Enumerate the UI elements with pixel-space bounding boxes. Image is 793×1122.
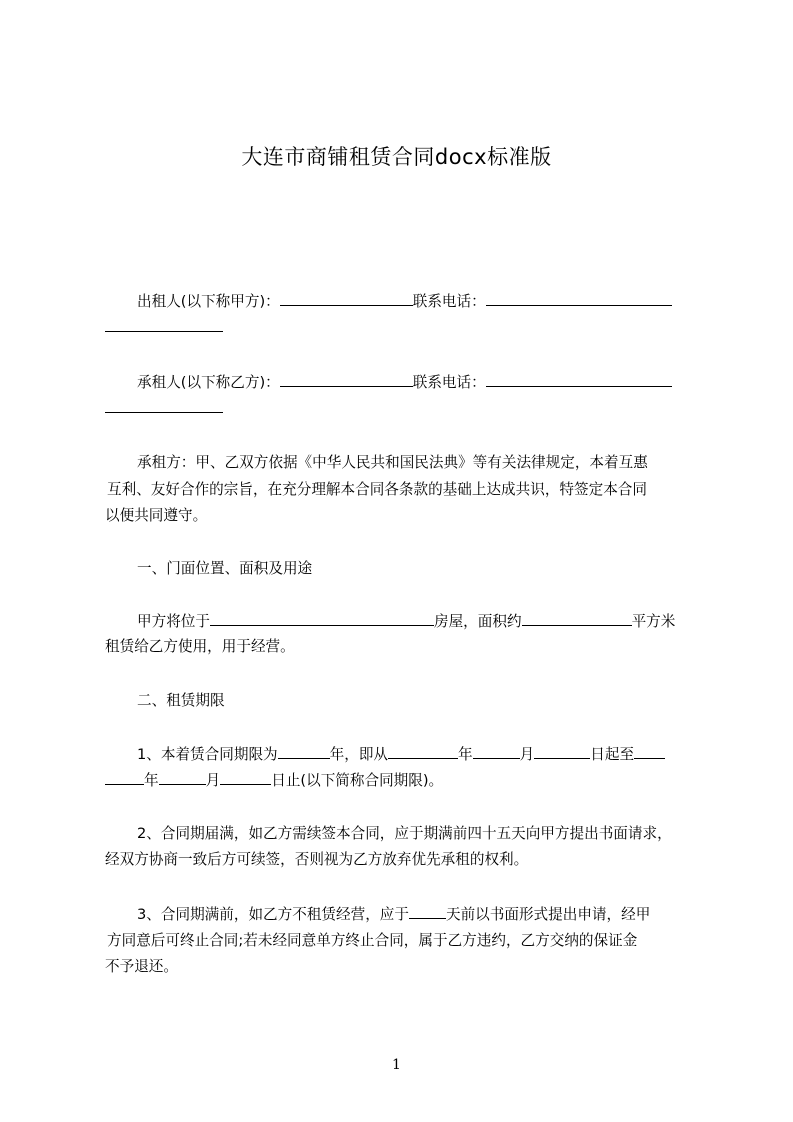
intro-line-1: 承租方：甲、乙双方依据《中华人民共和国民法典》等有关法律规定，本着互惠 (137, 454, 648, 471)
clause2-line-2: 经双方协商一致后方可续签，否则视为乙方放弃优先承租的权利。 (105, 851, 529, 868)
start-day-blank[interactable] (534, 744, 590, 759)
area-label: 房屋，面积约 (433, 613, 522, 630)
end-year-blank-continued[interactable] (105, 770, 144, 785)
clause3-line-2: 方同意后可终止合同;若未经同意单方终止合同，属于乙方违约，乙方交纳的保证金 (107, 932, 638, 949)
section1-heading: 一、门面位置、面积及用途 (137, 560, 313, 577)
location-blank[interactable] (210, 611, 434, 626)
end-day-unit: 日止(以下简称合同期限)。 (271, 772, 444, 789)
start-month-blank[interactable] (473, 744, 520, 759)
from-label: 年，即从 (329, 746, 389, 763)
lessor-line (137, 291, 672, 312)
lessor-phone-blank[interactable] (486, 291, 672, 306)
lessor-name-blank[interactable] (280, 291, 413, 306)
area-blank[interactable] (522, 611, 632, 626)
clause3-line-1 (137, 904, 650, 925)
lessee-phone-label: 联系电话： (412, 374, 486, 391)
clause1-line-1 (137, 744, 665, 765)
end-month-unit: 月 (205, 772, 221, 789)
start-month-unit: 月 (519, 746, 535, 763)
section1-paragraph-line-1 (137, 611, 675, 632)
location-label: 甲方将位于 (137, 613, 210, 630)
start-year-unit: 年 (458, 746, 473, 763)
intro-line-3: 以便共同遵守。 (105, 507, 208, 524)
start-day-unit: 日起至 (590, 746, 635, 763)
section1-paragraph-line-2: 租赁给乙方使用，用于经营。 (105, 638, 295, 655)
end-year-blank[interactable] (634, 744, 665, 759)
term-years-blank[interactable] (278, 744, 330, 759)
clause2-line-1: 2、合同期届满，如乙方需续签本合同，应于期满前四十五天向甲方提出书面请求， (137, 825, 672, 842)
end-day-blank[interactable] (220, 770, 271, 785)
section2-heading: 二、租赁期限 (137, 692, 225, 709)
term-label: 1、本着赁合同期限为 (137, 746, 278, 763)
document-title: 大连市商铺租赁合同docx标准版 (241, 145, 552, 169)
lessee-phone-blank[interactable] (486, 372, 672, 387)
notice-label: 3、合同期满前，如乙方不租赁经营，应于 (137, 906, 409, 923)
lessee-name-blank[interactable] (280, 372, 413, 387)
area-unit: 平方米 (631, 613, 676, 630)
notice-text: 天前以书面形式提出申请，经甲 (445, 906, 651, 923)
lessee-line (137, 372, 672, 393)
notice-days-blank[interactable] (409, 904, 446, 919)
end-year-unit: 年 (144, 772, 159, 789)
lessee-line-continued (105, 398, 223, 419)
lessor-line-continued (105, 317, 223, 338)
lessor-phone-blank-continued[interactable] (105, 317, 223, 332)
page-number: 1 (392, 1057, 401, 1073)
lessee-phone-blank-continued[interactable] (105, 398, 223, 413)
intro-line-2: 互利、友好合作的宗旨，在充分理解本合同各条款的基础上达成共识，特签定本合同 (107, 481, 647, 498)
lessor-label: 出租人(以下称甲方)： (137, 293, 280, 310)
clause3-line-3: 不予退还。 (105, 958, 178, 975)
lessor-phone-label: 联系电话： (412, 293, 486, 310)
start-year-blank[interactable] (388, 744, 458, 759)
end-month-blank[interactable] (159, 770, 206, 785)
clause1-line-2 (105, 770, 443, 791)
lessee-label: 承租人(以下称乙方)： (137, 374, 280, 391)
